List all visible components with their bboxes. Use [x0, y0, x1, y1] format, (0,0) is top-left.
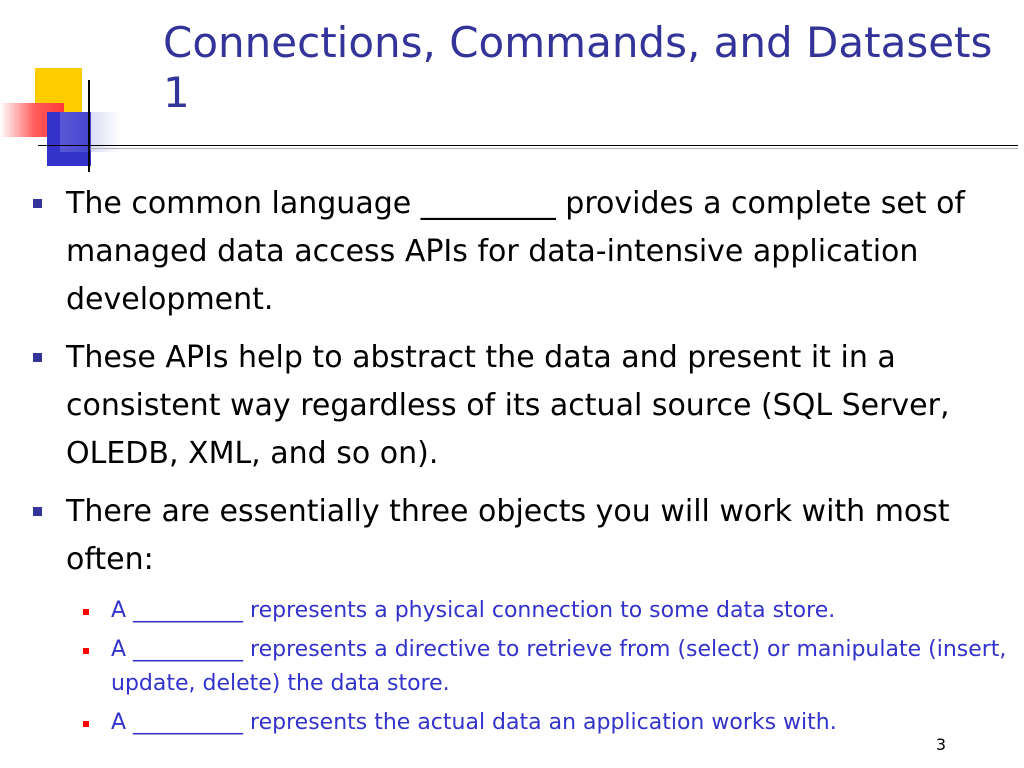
title-underline-shadow: [90, 148, 1018, 149]
bullet-square-icon: [33, 353, 42, 362]
sub-bullet-text: A __________ represents the actual data an application works with.: [111, 710, 837, 735]
sub-bullet-text: A __________ represents a physical connection to some data store.: [111, 598, 836, 623]
bullet-item: [30, 334, 1015, 478]
sub-bullet-list: [30, 594, 1015, 740]
sub-bullet-text: A __________ represents a directive to retrieve from (select) or manipulate (insert, update, delete) the data store.: [111, 637, 1007, 696]
sub-bullet-item: [83, 633, 1015, 701]
sub-bullet-square-icon: [83, 609, 89, 615]
decorative-blue-glow: [60, 112, 120, 152]
sub-bullet-item: [83, 594, 1015, 628]
decorative-vertical-line: [88, 80, 90, 172]
sub-bullet-square-icon: [83, 721, 89, 727]
bullet-text: These APIs help to abstract the data and present it in a consistent way regardless of its actual source (SQL Server, OLEDB, XML, and so on).: [66, 340, 950, 471]
bullet-item: [30, 488, 1015, 584]
bullet-item: [30, 180, 1015, 324]
sub-bullet-item: [83, 706, 1015, 740]
title-underline: [38, 145, 1018, 146]
sub-bullet-square-icon: [83, 648, 89, 654]
bullet-text: The common language _________ provides a complete set of managed data access APIs for data-intensive application development.: [66, 186, 965, 317]
page-number: 3: [935, 735, 946, 754]
slide-content: [30, 180, 1015, 745]
slide-title: Connections, Commands, and Datasets 1: [163, 18, 993, 117]
bullet-square-icon: [33, 199, 42, 208]
bullet-text: There are essentially three objects you will work with most often:: [66, 494, 950, 577]
bullet-square-icon: [33, 507, 42, 516]
